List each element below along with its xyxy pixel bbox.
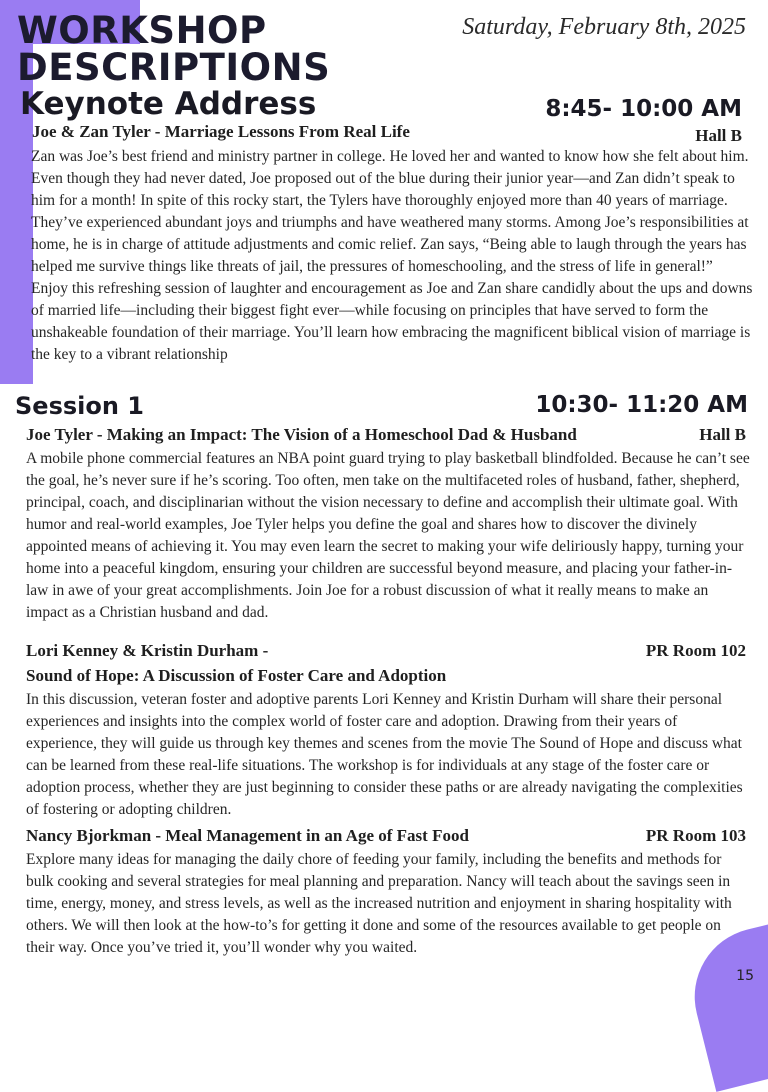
event-date: Saturday, February 8th, 2025	[462, 14, 746, 40]
talk-2-title-line2: Sound of Hope: A Discussion of Foster Care and Adoption	[26, 666, 447, 685]
talk-2-description: In this discussion, veteran foster and adoptive parents Lori Kenney and Kristin Durham will share their personal experiences and insights into the complex world of foster care and adoption. Drawing from their years of experience, they will guide us through key themes and scenes from the movie The Sound of Hope and discuss what can be learned from these real-life situations. The workshop is for individuals at any stage of the foster care or adoption process, whether they are just beginning to consider these paths or are already navigating the complexities of fostering or adopting children.	[26, 691, 743, 818]
keynote-time: 8:45- 10:00 AM	[545, 96, 742, 122]
page-title-line2: DESCRIPTIONS	[17, 46, 331, 89]
talk-3-title: Nancy Bjorkman - Meal Management in an Age of Fast Food	[26, 826, 469, 845]
keynote-heading: Keynote Address	[20, 86, 317, 122]
keynote-talk-title: Joe & Zan Tyler - Marriage Lessons From Real Life	[32, 122, 410, 141]
page-title-line1: WORKSHOP	[17, 9, 267, 52]
page-number: 15	[736, 968, 754, 984]
talk-2-room: PR Room 102	[645, 641, 746, 660]
session1-heading: Session 1	[15, 392, 144, 420]
talk-1-room: Hall B	[699, 425, 746, 444]
keynote-room: Hall B	[695, 126, 742, 145]
session1-time: 10:30- 11:20 AM	[535, 392, 748, 418]
keynote-description: Zan was Joe’s best friend and ministry partner in college. He loved her and wanted to know how she felt about him. Even though they had never dated, Joe proposed out of the blue during their junior year—and Zan didn’t speak to him for a month! In spite of this rocky start, the Tylers have thoroughly enjoyed more than 40 years of marriage. They’ve experienced abundant joys and triumphs and have weathered many storms. Among Joe’s responsibilities at home, he is in charge of attitude adjustments and comic relief. Zan says, “Being able to laugh through the years has helped me survive things like threats of jail, the pressures of homeschooling, and the stress of life in general!” Enjoy this refreshing session of laughter and encouragement as Joe and Zan share candidly about the ups and downs of married life—including their biggest fight ever—while focusing on principles that have served to form the unshakeable foundation of their marriage. You’ll learn how embracing the magnificent biblical vision of marriage is the key to a vibrant relationship	[31, 148, 753, 363]
talk-1-description: A mobile phone commercial features an NBA point guard trying to play basketball blindfolded. Because he can’t see the goal, he’s never sure if he’s scoring. Too often, men take on the multifaceted roles of husband, father, shepherd, principal, coach, and disciplinarian without the vision necessary to define and accomplish their ultimate goal. With humor and real-world examples, Joe Tyler helps you define the goal and shares how to discover the divinely appointed means of achieving it. You may even learn the secret to making your wife deliriously happy, turning your home into a peaceful kingdom, ensuring your children are successful beyond measure, and placing your father-in-law in awe of your great accomplishments. Join Joe for a robust discussion of what it really means to make an impact as a Christian husband and dad.	[26, 450, 750, 621]
talk-2-title-line1: Lori Kenney & Kristin Durham -	[26, 641, 269, 660]
talk-3-description: Explore many ideas for managing the daily chore of feeding your family, including the benefits and methods for bulk cooking and several strategies for meal planning and preparation. Nancy will teach about the savings seen in time, energy, money, and stress levels, as well as the increased nutrition and enjoyment in sharing hospitality with others. We will then look at the how-to’s for getting it done and some of the resources available to get people on their way. Once you’ve tried it, you’ll wonder why you waited.	[26, 851, 732, 956]
talk-3-room: PR Room 103	[645, 826, 746, 845]
talk-1-title: Joe Tyler - Making an Impact: The Vision of a Homeschool Dad & Husband	[26, 425, 577, 444]
page-title	[17, 9, 331, 89]
